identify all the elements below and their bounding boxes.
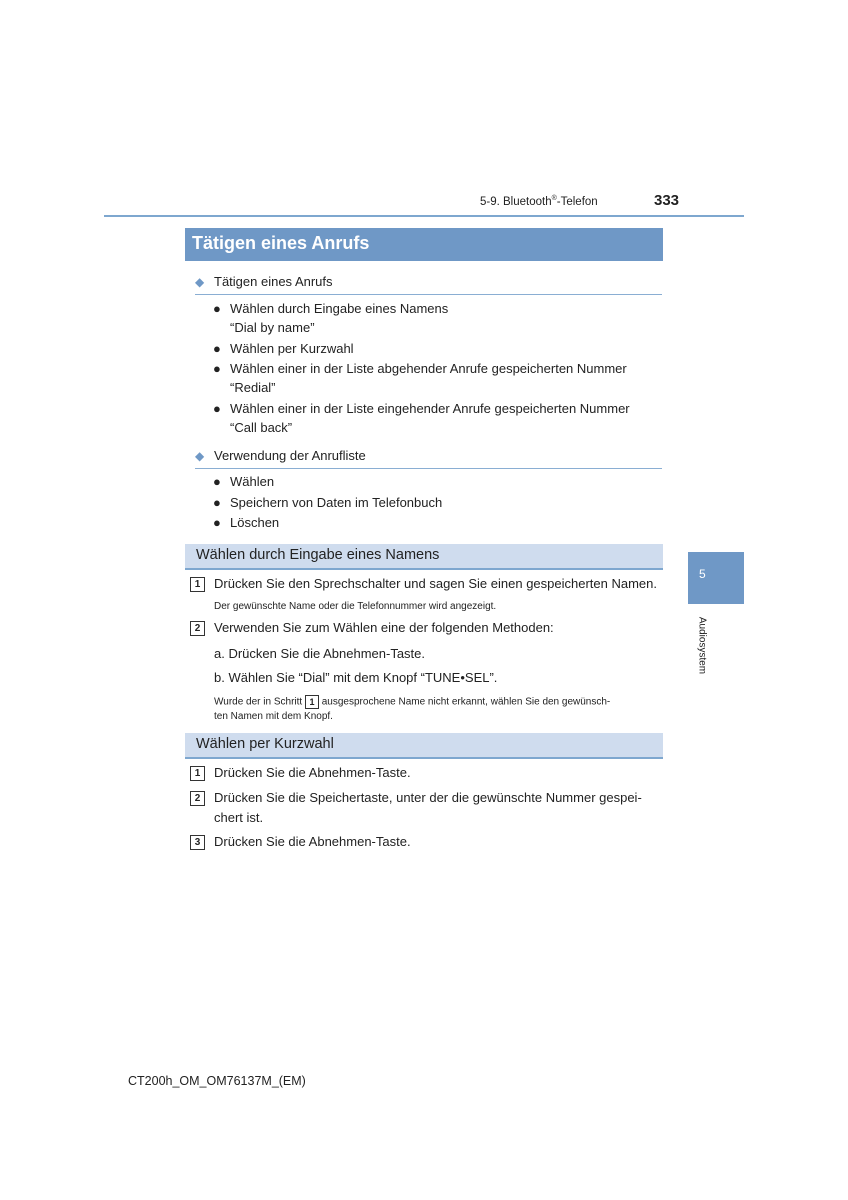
step-text: Verwenden Sie zum Wählen eine der folgenden Methoden: <box>214 620 554 635</box>
overview-heading-call-list: ◆ Verwendung der Anrufliste <box>195 448 662 469</box>
step-reference: 1 <box>305 695 319 709</box>
diamond-icon: ◆ <box>195 275 205 289</box>
section-heading-dial-by-name: Wählen durch Eingabe eines Namens <box>185 544 663 570</box>
step-note: Der gewünschte Name oder die Telefonnummer wird angezeigt. <box>214 601 497 612</box>
method-b: b. Wählen Sie “Dial” mit dem Knopf “TUNE•SEL”. <box>214 670 498 685</box>
step-number: 2 <box>190 791 205 806</box>
overview-heading-calling: ◆ Tätigen eines Anrufs <box>195 274 662 295</box>
bullet-dot-icon: ● <box>213 341 221 356</box>
section-heading-speed-dial: Wählen per Kurzwahl <box>185 733 663 759</box>
diamond-icon: ◆ <box>195 449 205 463</box>
bullet-dot-icon: ● <box>213 495 221 510</box>
chapter-number: 5 <box>699 567 706 581</box>
step-number: 1 <box>190 577 205 592</box>
header-divider <box>104 215 744 217</box>
step-text: Drücken Sie die Abnehmen-Taste. <box>214 834 411 849</box>
step-note-line2: ten Namen mit dem Knopf. <box>214 711 333 722</box>
step-number: 2 <box>190 621 205 636</box>
bullet-dot-icon: ● <box>213 515 221 530</box>
bullet-dot-icon: ● <box>213 401 221 416</box>
method-a: a. Drücken Sie die Abnehmen-Taste. <box>214 646 426 661</box>
step-number: 1 <box>190 766 205 781</box>
page-number: 333 <box>654 192 680 209</box>
chapter-header: 5-9. Bluetooth®-Telefon <box>480 195 598 208</box>
chapter-side-tab <box>688 552 744 604</box>
bullet-dot-icon: ● <box>213 361 221 376</box>
step-text: Drücken Sie die Abnehmen-Taste. <box>214 765 411 780</box>
bullet-dot-icon: ● <box>213 474 221 489</box>
step-text: Drücken Sie die Speichertaste, unter der die gewünschte Nummer gespei- <box>214 790 642 805</box>
document-code: CT200h_OM_OM76137M_(EM) <box>128 1074 306 1088</box>
step-text: Drücken Sie den Sprechschalter und sagen Sie einen gespeicherten Namen. <box>214 576 657 591</box>
chapter-side-label: Audiosystem <box>696 616 708 675</box>
step-note: Wurde der in Schritt 1 ausgesprochene Name nicht erkannt, wählen Sie den gewünsch- <box>214 696 611 708</box>
step-number: 3 <box>190 835 205 850</box>
step-text-line2: chert ist. <box>214 810 264 825</box>
bullet-dot-icon: ● <box>213 301 221 316</box>
page-title: Tätigen eines Anrufs <box>192 233 370 253</box>
